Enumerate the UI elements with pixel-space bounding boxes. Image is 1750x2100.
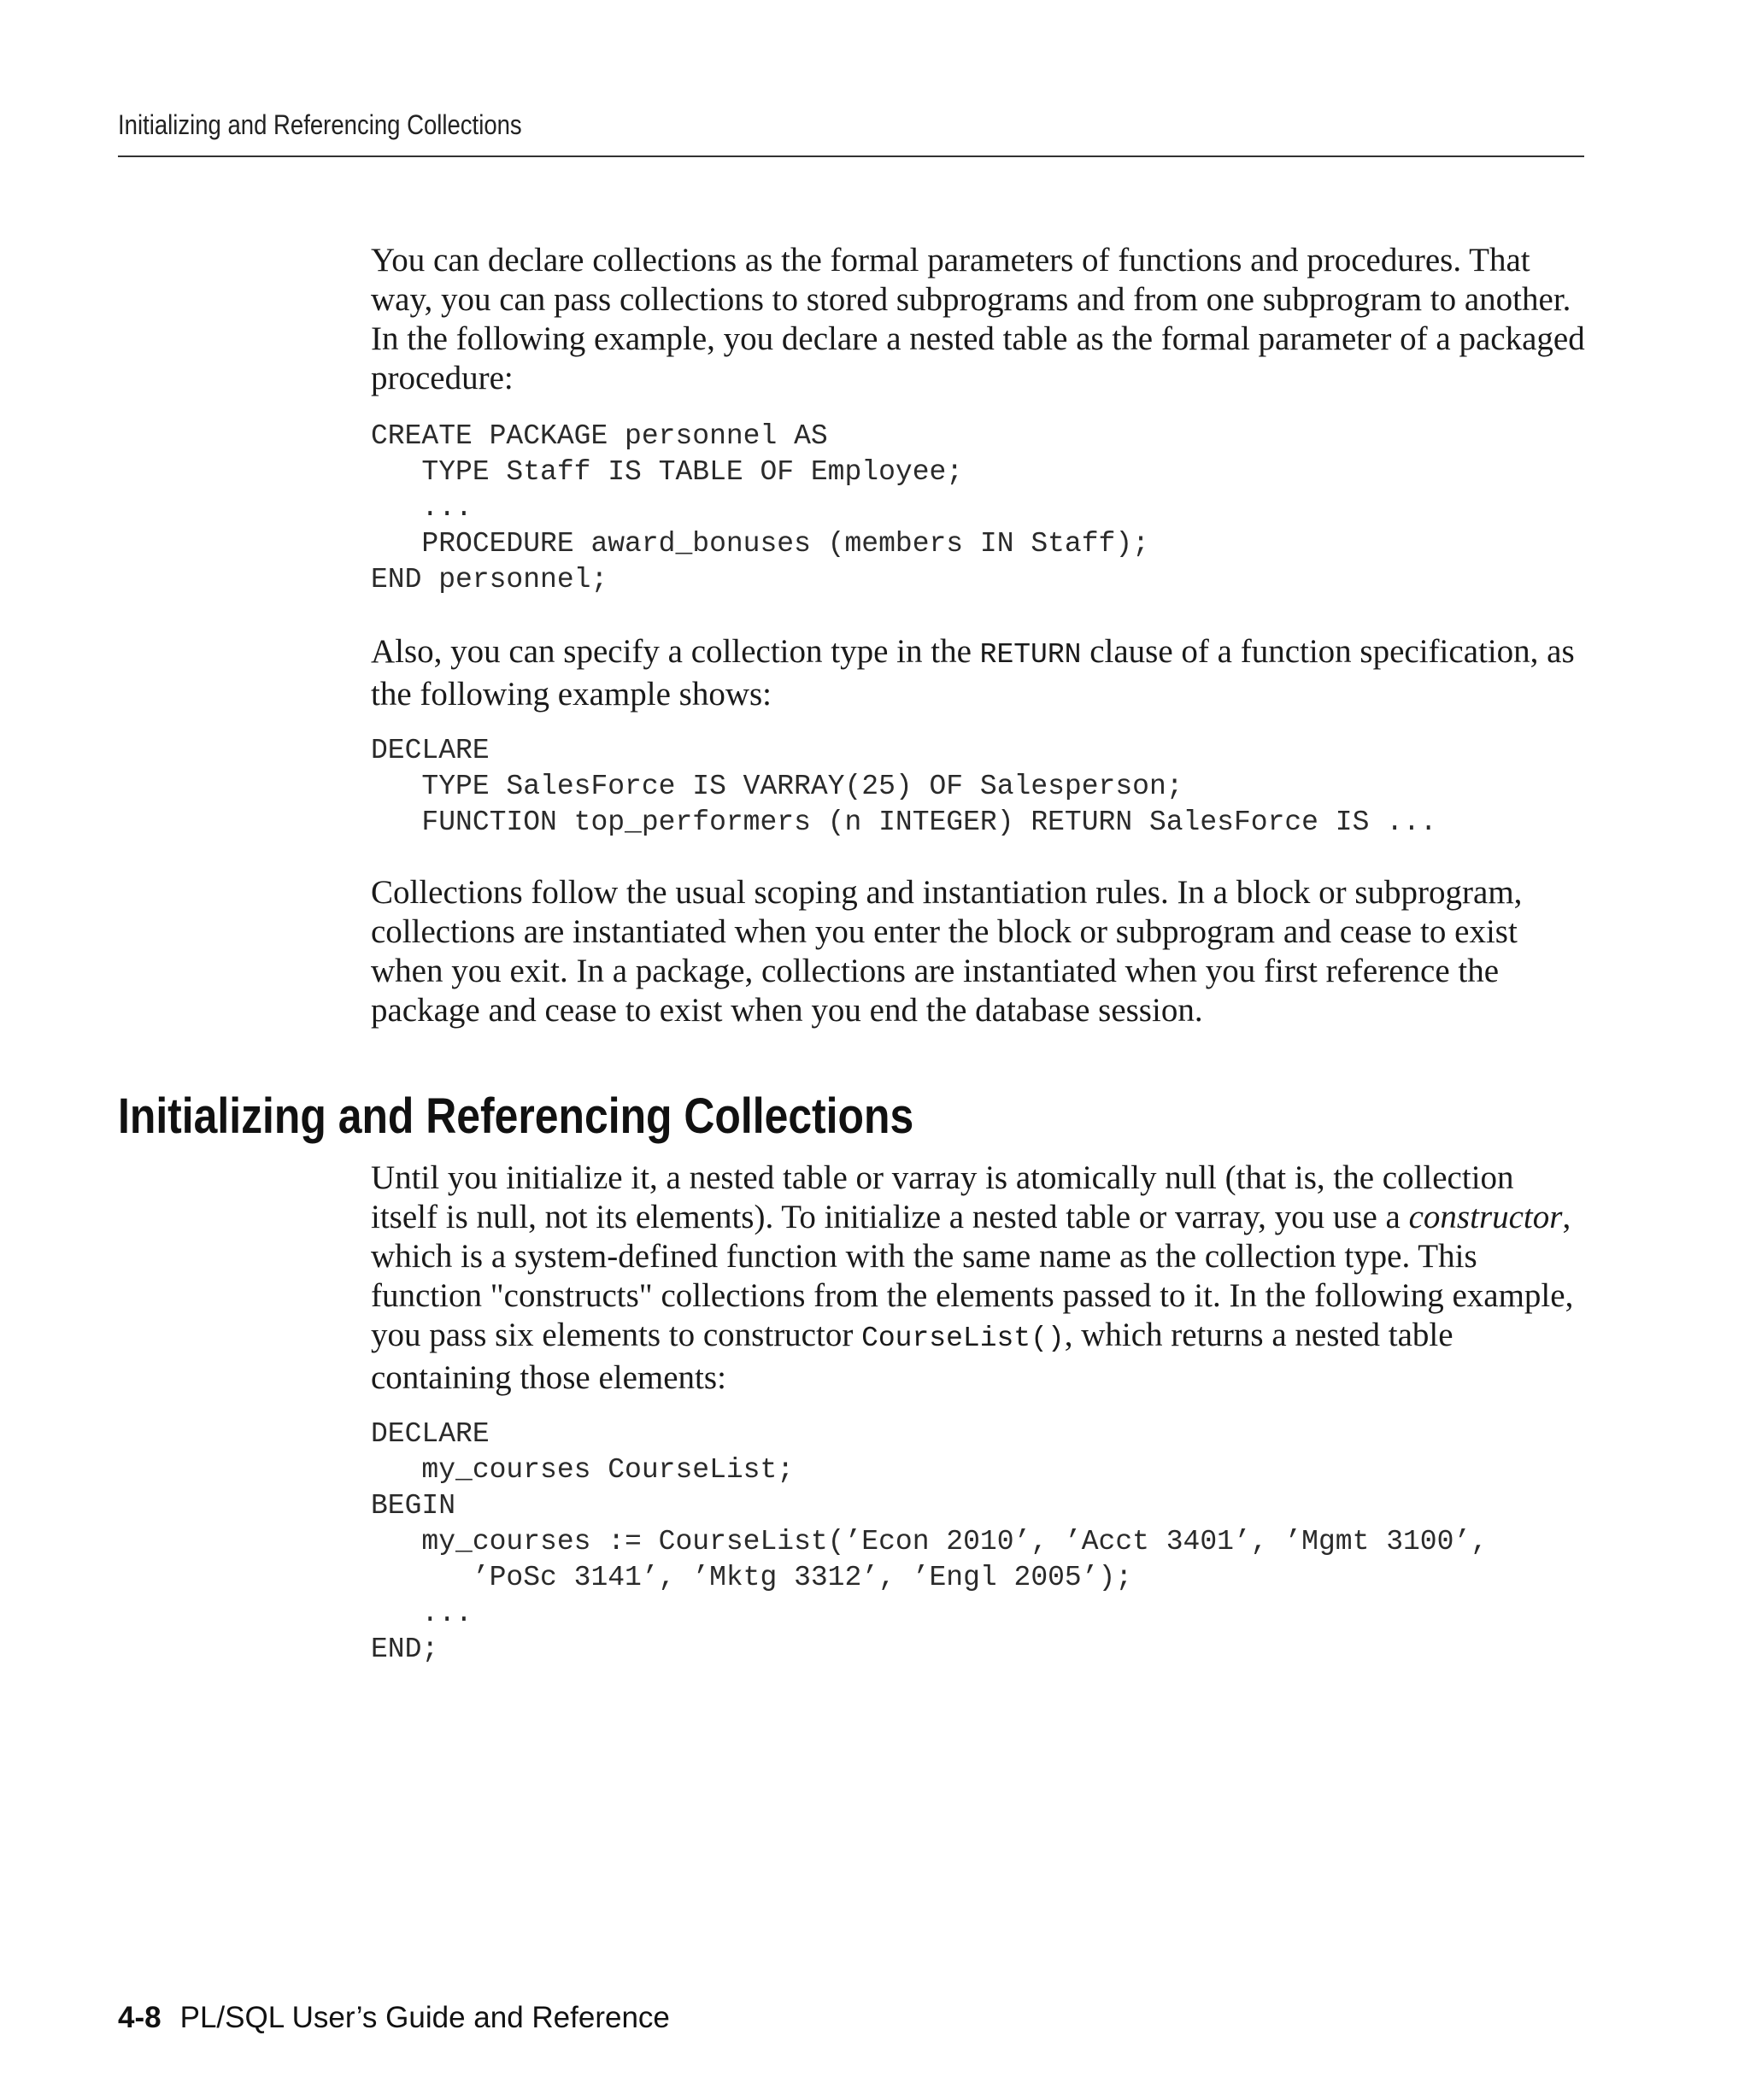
code-block-package: CREATE PACKAGE personnel AS TYPE Staff IS TABLE OF Employee; ... PROCEDURE award_bonuses (members IN Staff); END personnel;	[371, 420, 1149, 595]
paragraph-initializing	[371, 1159, 1588, 1398]
paragraph-initializing-text: Until you initialize it, a nested table or varray is atomically null (that is, the collection itself is null, not its elements). To initialize a nested table or varray, you use a	[371, 1159, 1514, 1235]
section-title: Initializing and Referencing Collections	[118, 1088, 914, 1144]
inline-code-return: RETURN	[979, 639, 1082, 671]
header-rule	[118, 155, 1584, 157]
paragraph-scoping-rules: Collections follow the usual scoping and instantiation rules. In a block or subprogram, collections are instantiated when you enter the block or subprogram and cease to exist when you exit. In a package, collections are instantiated when you first reference the package and cease to exist when you end the database session.	[371, 874, 1523, 1029]
code-block-declare-varray: DECLARE TYPE SalesForce IS VARRAY(25) OF Salesperson; FUNCTION top_performers (n INTEGER) RETURN SalesForce IS ...	[371, 735, 1437, 838]
paragraph-formal-parameters: You can declare collections as the formal parameters of functions and procedures. That way, you can pass collections to stored subprograms and from one subprogram to another. In the following example, you declare a nested table as the formal parameter of a packaged procedure:	[371, 242, 1585, 396]
paragraph-initializing-text-middle: , which is a system-defined function with the same name as the collection type. This function "constructs" collections from the elements passed to it. In the following example, you pass six elements to constructor	[371, 1199, 1574, 1353]
paragraph-initializing-text-end: , which returns a nested table containing those elements:	[371, 1317, 1453, 1396]
running-header: Initializing and Referencing Collections	[118, 109, 522, 140]
term-constructor: constructor	[1408, 1199, 1563, 1235]
inline-code-courselist: CourseList()	[861, 1323, 1065, 1354]
code-block-constructor: DECLARE my_courses CourseList; BEGIN my_courses := CourseList(’Econ 2010’, ’Acct 3401’, ’Mgmt 3100’, ’PoSc 3141’, ’Mktg 3312’, ’Engl 2005’); ... END;	[371, 1418, 1489, 1665]
page-number: 4-8	[118, 2001, 161, 2034]
page-footer	[118, 2001, 670, 2035]
book-title: PL/SQL User’s Guide and Reference	[179, 2001, 670, 2034]
paragraph-return-clause-text-end: clause of a function specification, as the following example shows:	[371, 633, 1575, 713]
paragraph-return-clause-text: Also, you can specify a collection type in the	[371, 633, 980, 670]
paragraph-return-clause	[371, 632, 1588, 714]
